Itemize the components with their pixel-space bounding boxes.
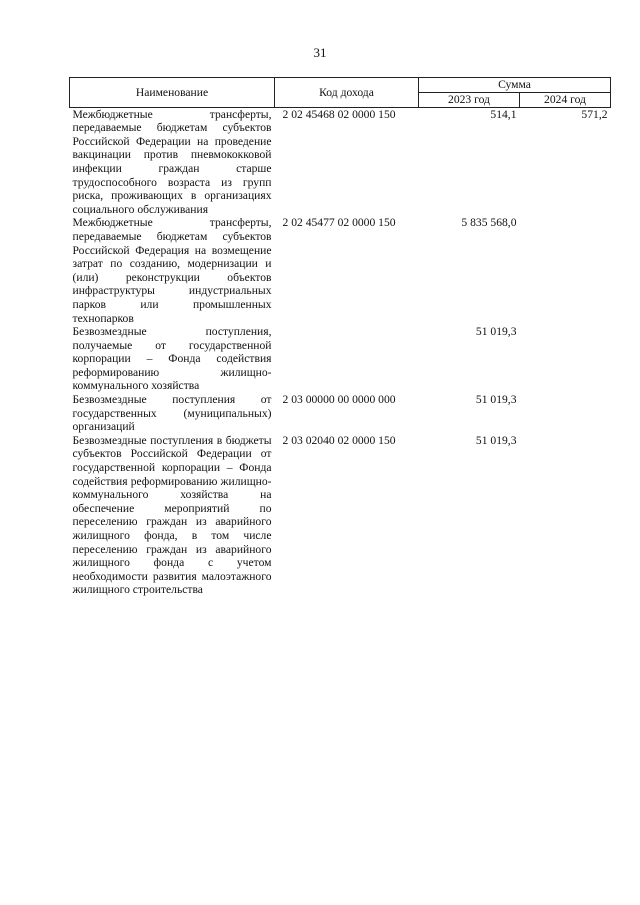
table-row — [70, 107, 611, 216]
row-value-2023: 51 019,3 — [475, 325, 517, 339]
row-name: Межбюджетные трансферты, передаваемые бюджетам субъектов Российской Федерации на проведение вакцинации против пневмококковой инфекции граждан старше трудоспособного возраста из групп риска, проживающих в организациях социального обслуживания — [72, 107, 272, 216]
table-header — [70, 78, 611, 108]
row-name: Безвозмездные поступления от государственных (муниципальных) организаций — [72, 393, 272, 434]
row-value-2023: 51 019,3 — [475, 433, 517, 447]
row-name: Межбюджетные трансферты, передаваемые бюджетам субъектов Российской Федерация на возмещение затрат по созданию, модернизации и (или) реконструкции объектов инфраструктуры индустриальных парков или промышленных технопарков — [72, 216, 272, 325]
row-value-2024 — [520, 325, 611, 393]
header-code: Код дохода — [275, 78, 419, 108]
row-value-2023: 5 835 568,0 — [461, 216, 517, 230]
row-code: 2 02 45468 02 0000 150 — [282, 107, 396, 121]
table-row — [70, 325, 611, 393]
row-code: 2 03 02040 02 0000 150 — [282, 433, 396, 447]
header-sum: Сумма — [419, 78, 611, 93]
row-code: 2 02 45477 02 0000 150 — [282, 216, 396, 230]
page-number: 31 — [313, 45, 327, 60]
header-name: Наименование — [70, 78, 275, 108]
row-value-2024 — [520, 216, 611, 325]
header-year-2024: 2024 год — [520, 93, 611, 108]
table-body — [70, 107, 611, 597]
row-value-2024 — [520, 434, 611, 597]
row-code — [275, 325, 419, 393]
revenue-table — [69, 77, 611, 597]
row-name: Безвозмездные поступления, получаемые от государственной корпорации – Фонда содействия реформированию жилищно-коммунального хозяйства — [72, 325, 272, 393]
row-value-2024 — [520, 393, 611, 434]
row-value-2024: 571,2 — [581, 107, 608, 121]
table-row — [70, 393, 611, 434]
table-row — [70, 434, 611, 597]
row-code: 2 03 00000 00 0000 000 — [282, 393, 396, 407]
row-name: Безвозмездные поступления в бюджеты субъектов Российской Федерации от государственной корпорации – Фонда содействия реформированию жилищно-коммунального хозяйства на обеспечение мероприятий по переселению граждан из аварийного жилищного фонда, в том числе переселению граждан из аварийного жилищного фонда с учетом необходимости развития малоэтажного жилищного строительства — [72, 433, 272, 597]
header-year-2023: 2023 год — [419, 93, 520, 108]
row-value-2023: 51 019,3 — [475, 393, 517, 407]
table-row — [70, 216, 611, 325]
row-value-2023: 514,1 — [490, 107, 517, 121]
